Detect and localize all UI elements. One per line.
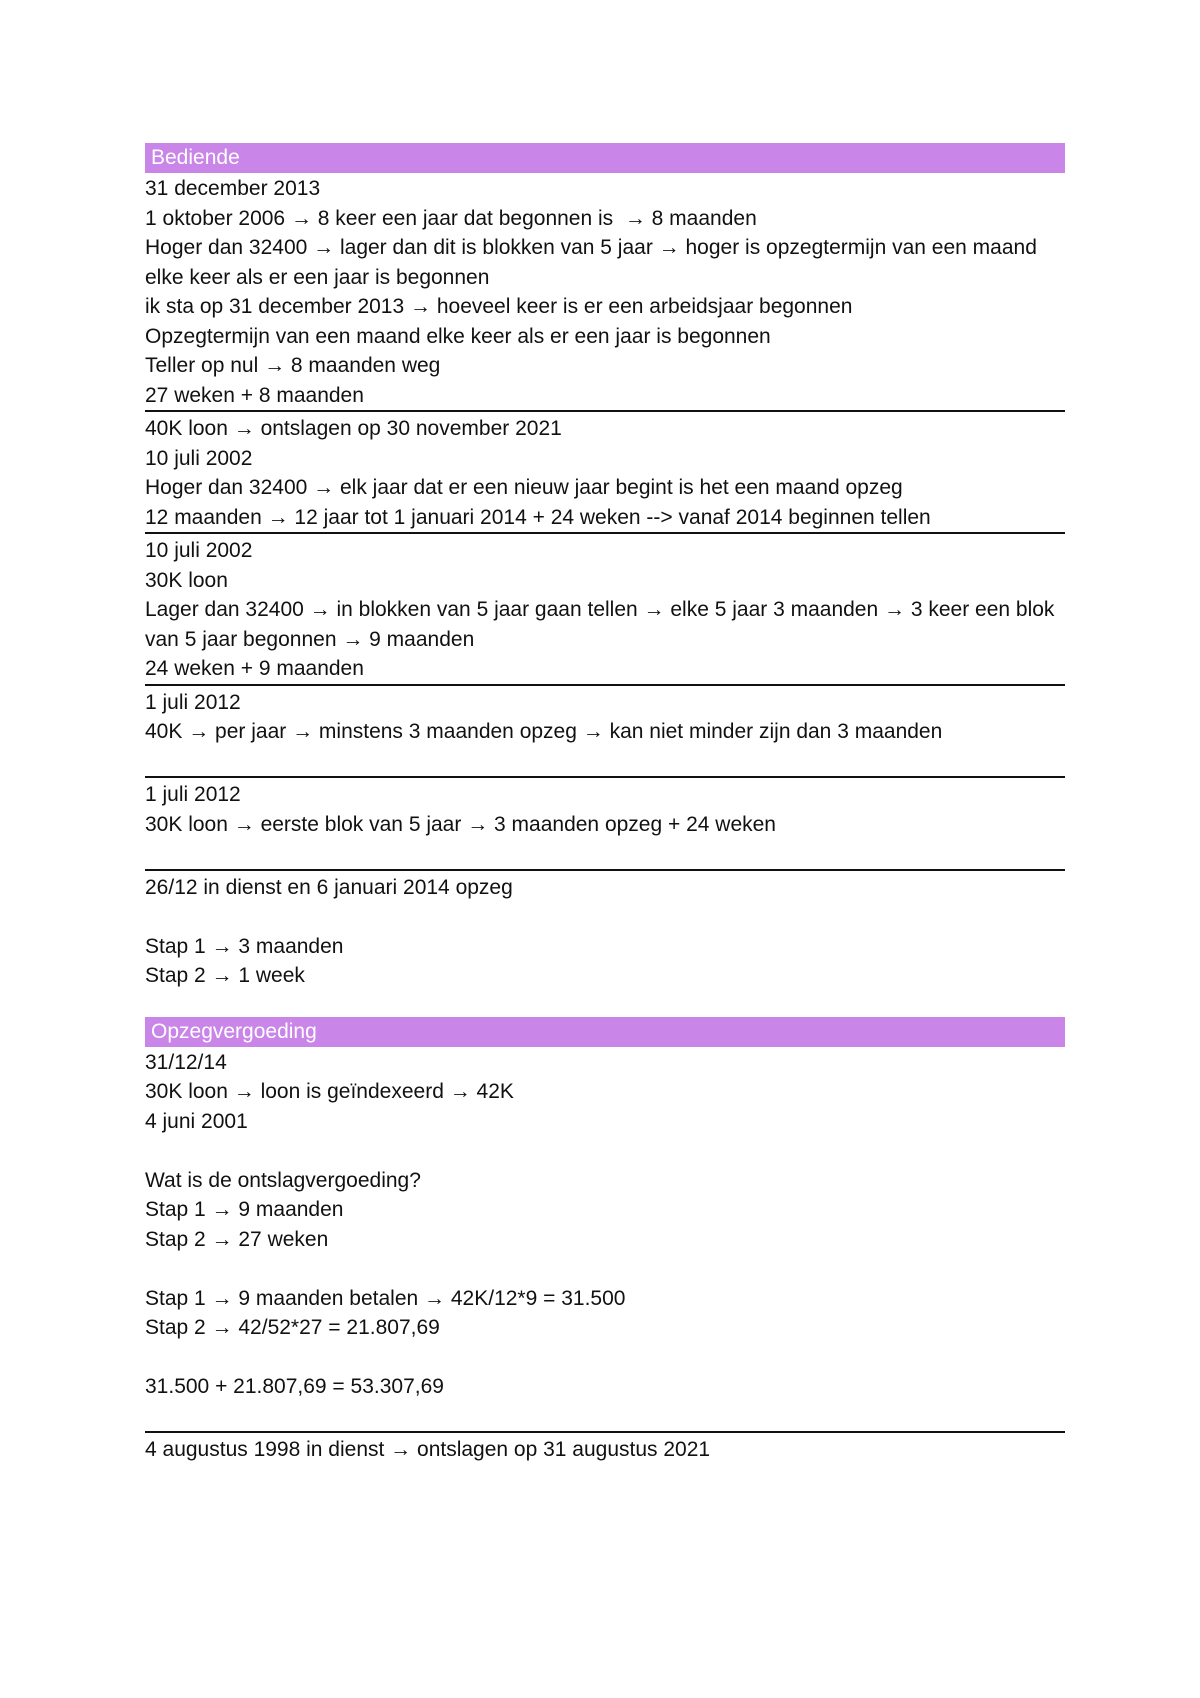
- text-line: Opzegtermijn van een maand elke keer als er een jaar is begonnen: [145, 324, 771, 348]
- text-line: 10 juli 2002: [145, 539, 253, 562]
- section-header-bediende: Bediende: [145, 143, 1065, 173]
- text-line: 31 december 2013: [145, 177, 321, 200]
- note-block: [145, 873, 1065, 991]
- text-line: Lager dan 32400 → in blokken van 5 jaar gaan tellen → elke 5 jaar 3 maanden → 3 keer een blok van 5 jaar begonnen → 9 maanden: [145, 598, 1055, 651]
- section-gap: [145, 991, 1065, 1017]
- text-line: 4 juni 2001: [145, 1109, 248, 1133]
- empty-line: [145, 747, 1065, 777]
- empty-line: [145, 1402, 1065, 1432]
- text-line: Stap 2 → 1 week: [145, 964, 305, 987]
- text-line: 4 augustus 1998 in dienst → ontslagen op 31 augustus 2021: [145, 1438, 711, 1461]
- note-block: [145, 414, 1065, 534]
- empty-line: [145, 902, 1065, 932]
- text-line: Stap 1 → 9 maanden betalen → 42K/12*9 = 31.500: [145, 1286, 626, 1310]
- text-line: 40K loon → ontslagen op 30 november 2021: [145, 417, 562, 440]
- note-block: [145, 1435, 1065, 1465]
- text-line: 31/12/14: [145, 1050, 227, 1074]
- note-block: [145, 780, 1065, 871]
- text-line: 40K → per jaar → minstens 3 maanden opzeg → kan niet minder zijn dan 3 maanden: [145, 720, 943, 743]
- empty-line: [145, 1254, 1065, 1284]
- note-block: [145, 688, 1065, 779]
- text-line: 31.500 + 21.807,69 = 53.307,69: [145, 1375, 444, 1398]
- note-block: [145, 174, 1065, 412]
- text-line: 1 oktober 2006 → 8 keer een jaar dat begonnen is → 8 maanden: [145, 206, 757, 230]
- text-line: 1 juli 2012: [145, 690, 241, 714]
- text-line: 12 maanden → 12 jaar tot 1 januari 2014 + 24 weken --> vanaf 2014 beginnen tellen: [145, 505, 931, 529]
- text-line: 26/12 in dienst en 6 januari 2014 opzeg: [145, 875, 513, 899]
- text-line: 24 weken + 9 maanden: [145, 657, 364, 680]
- text-line: 30K loon → loon is geïndexeerd → 42K: [145, 1080, 514, 1103]
- empty-line: [145, 1343, 1065, 1373]
- document-page: [145, 143, 1065, 1465]
- text-line: Hoger dan 32400 → lager dan dit is blokken van 5 jaar → hoger is opzegtermijn van een maand elke keer als er een jaar is begonnen: [145, 236, 1037, 289]
- text-line: 30K loon → eerste blok van 5 jaar → 3 maanden opzeg + 24 weken: [145, 812, 776, 836]
- text-line: 27 weken + 8 maanden: [145, 383, 364, 407]
- text-line: 1 juli 2012: [145, 783, 241, 806]
- text-line: Stap 2 → 42/52*27 = 21.807,69: [145, 1316, 440, 1339]
- empty-line: [145, 839, 1065, 869]
- text-line: Stap 1 → 9 maanden: [145, 1198, 344, 1221]
- note-block: [145, 536, 1065, 686]
- text-line: Stap 1 → 3 maanden: [145, 934, 344, 958]
- text-line: Stap 2 → 27 weken: [145, 1227, 329, 1251]
- note-block: [145, 1048, 1065, 1434]
- text-line: Wat is de ontslagvergoeding?: [145, 1168, 421, 1192]
- text-line: 30K loon: [145, 568, 228, 592]
- text-line: ik sta op 31 december 2013 → hoeveel keer is er een arbeidsjaar begonnen: [145, 295, 853, 318]
- section-header-opzegvergoeding: Opzegvergoeding: [145, 1017, 1065, 1047]
- empty-line: [145, 1136, 1065, 1166]
- text-line: Hoger dan 32400 → elk jaar dat er een nieuw jaar begint is het een maand opzeg: [145, 476, 903, 499]
- text-line: 10 juli 2002: [145, 446, 253, 470]
- text-line: Teller op nul → 8 maanden weg: [145, 354, 441, 377]
